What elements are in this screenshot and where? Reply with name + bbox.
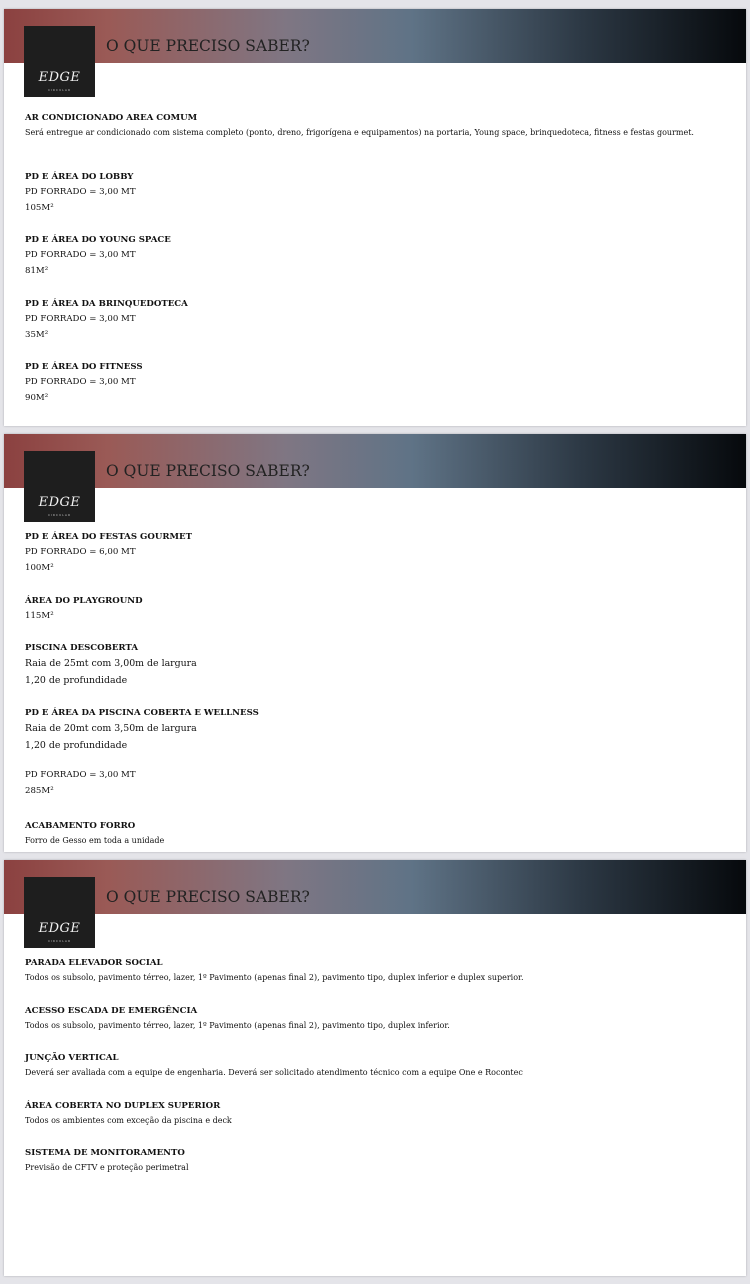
section-heading: ÁREA COBERTA NO DUPLEX SUPERIOR (25, 1101, 221, 1111)
section-heading: PD E ÁREA DA BRINQUEDOTECA (25, 299, 188, 309)
section-piscina-coberta (25, 707, 716, 799)
section-heading: ACABAMENTO FORRO (25, 821, 136, 831)
pd-value: PD FORRADO = 3,00 MT (25, 250, 136, 260)
area-value: 90M² (25, 393, 49, 403)
section-text: Todos os ambientes com exceção da piscina e deck (25, 1116, 232, 1125)
logo-wordmark: EDGE (38, 921, 81, 936)
section-ar-condicionado (25, 112, 716, 138)
section-heading: PD E ÁREA DO LOBBY (25, 172, 134, 182)
section-heading: PD E ÁREA DO FESTAS GOURMET (25, 532, 192, 542)
section-heading: PISCINA DESCOBERTA (25, 643, 138, 653)
logo-wordmark: EDGE (38, 70, 81, 85)
section-text: Raia de 25mt com 3,00m de largura (25, 658, 197, 669)
section-heading: PARADA ELEVADOR SOCIAL (25, 958, 163, 968)
section-text: 1,20 de profundidade (25, 740, 128, 751)
section-heading: ÁREA DO PLAYGROUND (25, 596, 143, 606)
area-value: 100M² (25, 563, 54, 573)
section-brinquedoteca (25, 298, 716, 343)
page-title: O QUE PRECISO SABER? (106, 888, 310, 906)
pd-value: PD FORRADO = 3,00 MT (25, 770, 136, 780)
area-value: 285M² (25, 786, 54, 796)
section-duplex-superior (25, 1100, 716, 1129)
area-value: 81M² (25, 266, 49, 276)
section-text: Será entregue ar condicionado com sistema completo (ponto, dreno, frigorígena e equipamentos) na portaria, Young space, brinquedoteca, fitness e festas gourmet. (25, 128, 694, 137)
section-acabamento-forro (25, 820, 716, 849)
header-banner (4, 434, 746, 488)
section-fitness (25, 361, 716, 406)
pd-value: PD FORRADO = 3,00 MT (25, 187, 136, 197)
section-lobby (25, 171, 716, 216)
section-piscina-descoberta (25, 642, 716, 689)
area-value: 35M² (25, 330, 49, 340)
section-young-space (25, 234, 716, 279)
header-banner (4, 9, 746, 63)
page-title: O QUE PRECISO SABER? (106, 37, 310, 55)
edge-logo (24, 26, 95, 97)
area-value: 105M² (25, 203, 54, 213)
pd-value: PD FORRADO = 3,00 MT (25, 314, 136, 324)
document-page-1 (4, 9, 746, 426)
logo-subtitle: CIRCULAR (47, 88, 72, 92)
section-juncao-vertical (25, 1052, 716, 1081)
section-heading: AR CONDICIONADO AREA COMUM (25, 113, 198, 123)
section-text: 1,20 de profundidade (25, 675, 128, 686)
section-festas-gourmet (25, 531, 716, 576)
section-heading: SISTEMA DE MONITORAMENTO (25, 1148, 185, 1158)
section-text: Todos os subsolo, pavimento térreo, lazer, 1º Pavimento (apenas final 2), pavimento tipo, duplex inferior e duplex superior. (25, 973, 524, 982)
section-escada-emergencia (25, 1005, 716, 1034)
section-text: Raia de 20mt com 3,50m de largura (25, 723, 197, 734)
header-banner (4, 860, 746, 914)
section-elevador-social (25, 957, 716, 986)
edge-logo (24, 451, 95, 522)
section-text: Deverá ser avaliada com a equipe de engenharia. Deverá ser solicitado atendimento técnico com a equipe One e Rocontec (25, 1068, 523, 1077)
section-heading: PD E ÁREA DA PISCINA COBERTA E WELLNESS (25, 708, 259, 718)
logo-subtitle: CIRCULAR (47, 513, 72, 517)
section-heading: JUNÇÃO VERTICAL (25, 1053, 119, 1063)
section-monitoramento (25, 1147, 716, 1176)
logo-subtitle: CIRCULAR (47, 939, 72, 943)
logo-wordmark: EDGE (38, 495, 81, 510)
page-title: O QUE PRECISO SABER? (106, 462, 310, 480)
edge-logo (24, 877, 95, 948)
section-heading: ACESSO ESCADA DE EMERGÊNCIA (25, 1006, 198, 1016)
section-heading: PD E ÁREA DO YOUNG SPACE (25, 235, 171, 245)
section-playground (25, 595, 716, 624)
section-text: Todos os subsolo, pavimento térreo, lazer, 1º Pavimento (apenas final 2), pavimento tipo, duplex inferior. (25, 1021, 450, 1030)
pd-value: PD FORRADO = 3,00 MT (25, 377, 136, 387)
section-text: Previsão de CFTV e proteção perimetral (25, 1163, 189, 1172)
pd-value: PD FORRADO = 6,00 MT (25, 547, 136, 557)
section-heading: PD E ÁREA DO FITNESS (25, 362, 143, 372)
document-page-3 (4, 860, 746, 1276)
document-page-2 (4, 434, 746, 852)
area-value: 115M² (25, 611, 54, 621)
section-text: Forro de Gesso em toda a unidade (25, 836, 165, 845)
